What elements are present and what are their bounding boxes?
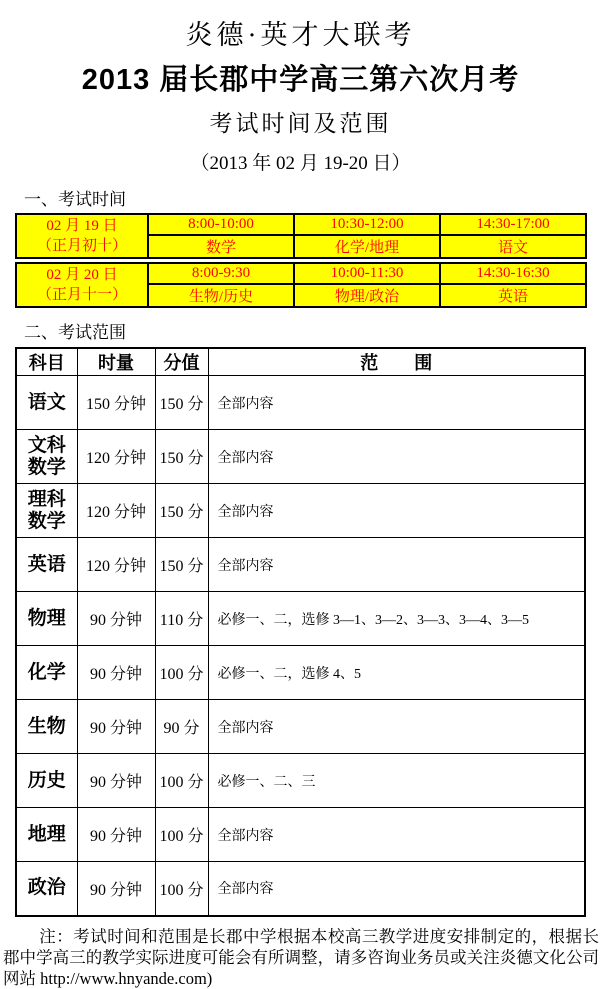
subject-name: 政治	[16, 862, 77, 916]
table-row	[16, 700, 585, 754]
footnote: 注：考试时间和范围是长郡中学根据本校高三教学进度安排制定的，根据长郡中学高三的教学实际进度可能会有所调整，请多咨询业务员或关注炎德文化公司网站 http://www.hnyande.com)	[3, 926, 599, 988]
column-header-scope: 范 围	[208, 348, 585, 376]
scope-value: 必修一、二，选修 4、5	[208, 646, 585, 700]
page-subtitle: 考试时间及范围	[209, 111, 392, 136]
score-value: 150 分	[155, 430, 208, 484]
table-row	[16, 646, 585, 700]
table-row	[16, 214, 586, 235]
score-value: 110 分	[155, 592, 208, 646]
table-row	[16, 862, 585, 916]
subject-name: 物理	[16, 592, 77, 646]
table-row	[16, 376, 585, 430]
subject-name: 文科数学	[16, 430, 77, 484]
subject-name: 英语	[16, 538, 77, 592]
score-value: 90 分	[155, 700, 208, 754]
document-page	[0, 13, 601, 988]
section-heading-exam-scope: 二、考试范围	[24, 323, 126, 342]
time-cell: 10:30-12:00	[294, 214, 440, 235]
date-label: 02 月 20 日	[46, 267, 118, 283]
score-value: 100 分	[155, 646, 208, 700]
exam-schedule-day2-table	[15, 262, 587, 308]
subject-name: 语文	[16, 376, 77, 430]
time-cell: 10:00-11:30	[294, 263, 440, 284]
table-header-row	[16, 348, 585, 376]
subject-cell: 语文	[440, 235, 586, 258]
score-value: 150 分	[155, 484, 208, 538]
scope-value: 必修一、二、三	[208, 754, 585, 808]
date-label: 02 月 19 日	[46, 218, 118, 234]
score-value: 150 分	[155, 376, 208, 430]
section-heading-exam-time: 一、考试时间	[24, 190, 126, 209]
date-cell	[16, 214, 148, 258]
duration-value: 120 分钟	[77, 484, 155, 538]
exam-date-range: （2013 年 02 月 19-20 日）	[190, 153, 411, 174]
column-header-score: 分值	[155, 348, 208, 376]
scope-value: 必修一、二，选修 3—1、3—2、3—3、3—4、3—5	[208, 592, 585, 646]
subject-name: 历史	[16, 754, 77, 808]
table-row	[16, 592, 585, 646]
lunar-date-label: （正月十一）	[36, 287, 127, 303]
duration-value: 90 分钟	[77, 700, 155, 754]
duration-value: 150 分钟	[77, 376, 155, 430]
subject-cell: 数学	[148, 235, 294, 258]
scope-value: 全部内容	[208, 430, 585, 484]
subject-name: 地理	[16, 808, 77, 862]
lunar-date-label: （正月初十）	[36, 238, 127, 254]
table-row	[16, 484, 585, 538]
subject-cell: 物理/政治	[294, 284, 440, 307]
score-value: 100 分	[155, 862, 208, 916]
table-row	[16, 538, 585, 592]
column-header-subject: 科目	[16, 348, 77, 376]
score-value: 100 分	[155, 754, 208, 808]
time-cell: 8:00-9:30	[148, 263, 294, 284]
time-cell: 8:00-10:00	[148, 214, 294, 235]
exam-scope-table	[15, 347, 586, 917]
duration-value: 90 分钟	[77, 754, 155, 808]
scope-value: 全部内容	[208, 376, 585, 430]
time-cell: 14:30-16:30	[440, 263, 586, 284]
table-row	[16, 808, 585, 862]
scope-value: 全部内容	[208, 700, 585, 754]
subject-cell: 英语	[440, 284, 586, 307]
page-title: 2013 届长郡中学高三第六次月考	[81, 64, 520, 96]
table-row	[16, 263, 586, 284]
time-cell: 14:30-17:00	[440, 214, 586, 235]
scope-value: 全部内容	[208, 862, 585, 916]
score-value: 100 分	[155, 808, 208, 862]
table-row	[16, 754, 585, 808]
score-value: 150 分	[155, 538, 208, 592]
scope-value: 全部内容	[208, 538, 585, 592]
scope-value: 全部内容	[208, 484, 585, 538]
table-row	[16, 430, 585, 484]
subject-cell: 生物/历史	[148, 284, 294, 307]
subject-name: 化学	[16, 646, 77, 700]
subject-name: 理科数学	[16, 484, 77, 538]
duration-value: 120 分钟	[77, 430, 155, 484]
duration-value: 120 分钟	[77, 538, 155, 592]
duration-value: 90 分钟	[77, 592, 155, 646]
exam-schedule-day1-table	[15, 213, 587, 259]
duration-value: 90 分钟	[77, 808, 155, 862]
date-cell	[16, 263, 148, 307]
scope-value: 全部内容	[208, 808, 585, 862]
column-header-duration: 时量	[77, 348, 155, 376]
duration-value: 90 分钟	[77, 646, 155, 700]
duration-value: 90 分钟	[77, 862, 155, 916]
document-header	[0, 13, 601, 175]
subject-name: 生物	[16, 700, 77, 754]
subject-cell: 化学/地理	[294, 235, 440, 258]
brand-title: 炎德·英才大联考	[185, 20, 416, 50]
